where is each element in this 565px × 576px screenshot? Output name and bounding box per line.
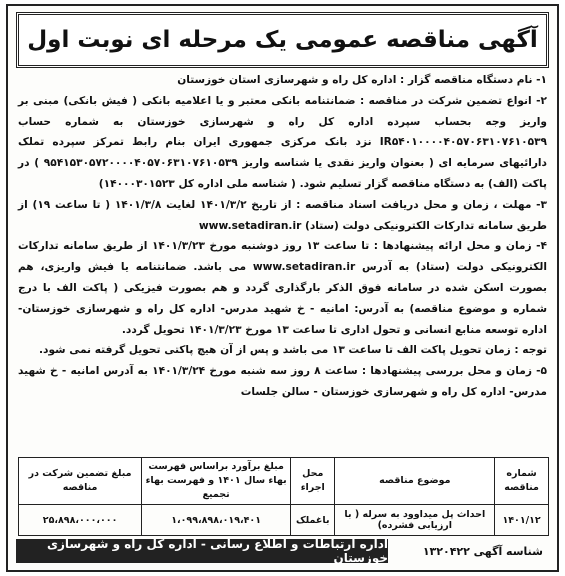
cell-place: باغملک [291,505,335,536]
header-subject: موضوع مناقصه [335,458,495,505]
header-number: شماره مناقصه [495,458,549,505]
header-deposit: مبلغ تضمین شرکت در مناقصه [19,458,142,505]
paragraph-organizer: ۱- نام دستگاه مناقصه گزار : اداره کل راه و شهرسازی استان خوزستان [177,74,547,86]
paragraph-documents: ۳- مهلت ، زمان و محل دریافت اسناد مناقصه : از تاریخ ۱۴۰۱/۳/۲ لغایت ۱۴۰۱/۳/۸ ( تا ساعت ۱۹) از طریق سامانه تدارکات الکترونیکی دولت (ستاد) www.setadiran.ir [18,198,547,232]
tender-table [18,457,549,536]
footer-banner: اداره ارتباطات و اطلاع رسانی - اداره کل راه و شهرسازی خوزستان [16,539,388,563]
footer [16,538,549,564]
notice-title: آگهی مناقصه عمومی یک مرحله ای نوبت اول [27,27,538,53]
notice-id: شناسه آگهی ۱۳۲۰۴۲۲ [422,544,543,558]
cell-number: ۱۴۰۱/۱۲ [495,505,549,536]
notice-body [18,70,547,403]
table-header-row [19,458,549,505]
table-row [19,505,549,536]
paragraph-note: توجه : زمان تحویل پاکت الف تا ساعت ۱۳ می باشد و پس از آن هیچ پاکتی تحویل گرفته نمی شود. [39,344,547,357]
paragraph-guarantee: ۲- انواع تضمین شرکت در مناقصه : ضمانتنامه بانکی معتبر و یا اعلامیه بانکی ( فیش بانکی) مبنی بر واریز وجه بحساب سپرده اداره کل راه و شهرسازی خوزستان به شماره حساب IR۵۴۰۱۰۰۰۰۴۰۵۷۰۶۳۱۰۷۶۱۰۵۳۹ نزد بانک مرکزی جمهوری ایران بنام رابط تمرکز سپرده تملک دارائیهای سرمایه ای ( بعنوان واریز نقدی یا شناسه واریز ۹۵۴۱۵۳۰۵۷۲۰۰۰۰۴۰۵۷۰۶۳۱۰۷۶۱۰۵۳۹ ) در پاکت (الف) به دستگاه مناقصه گزار تسلیم شود. ( شناسه ملی اداره کل ۱۴۰۰۰۳۰۱۵۲۳) [18,94,547,190]
title-box [16,12,549,68]
cell-subject: احداث پل میداوود به سرله ( با ارزیابی فشرده) [335,505,495,536]
cell-deposit: ۲۵،۸۹۸،۰۰۰،۰۰۰ [19,505,142,536]
cell-estimate: ۱،۰۹۹،۸۹۸،۰۱۹،۴۰۱ [142,505,291,536]
paragraph-review: ۵- زمان و محل بررسی پیشنهادها : ساعت ۸ روز سه شنبه مورخ ۱۴۰۱/۳/۲۴ به آدرس امانیه - خ شهید مدرس- اداره کل راه و شهرسازی خوزستان - سالن جلسات [18,365,547,398]
paragraph-submission: ۴- زمان و محل ارائه پیشنهادها : تا ساعت ۱۳ روز دوشنبه مورخ ۱۴۰۱/۳/۲۳ از طریق سامانه تدارکات الکترونیکی دولت (ستاد) به آدرس www.setadiran.ir می باشد. ضمانتنامه یا فیش واریزی، هم بصورت اسکن شده در سامانه فوق الذکر بارگذاری گردد و هم بصورت فیزیکی ( پاکت الف با درج شماره و موضوع مناقصه) به آدرس: امانیه - خ شهید مدرس- اداره کل راه و شهرسازی خوزستان- اداره توسعه منابع انسانی و تحول اداری تا ساعت ۱۳ مورخ ۱۴۰۱/۳/۲۳ تحویل گردد. [18,240,547,336]
notice-frame [6,4,559,572]
header-place: محل اجراء [291,458,335,505]
header-estimate: مبلغ برآورد براساس فهرست بهاء سال ۱۴۰۱ و فهرست بهاء تجمیع [142,458,291,505]
